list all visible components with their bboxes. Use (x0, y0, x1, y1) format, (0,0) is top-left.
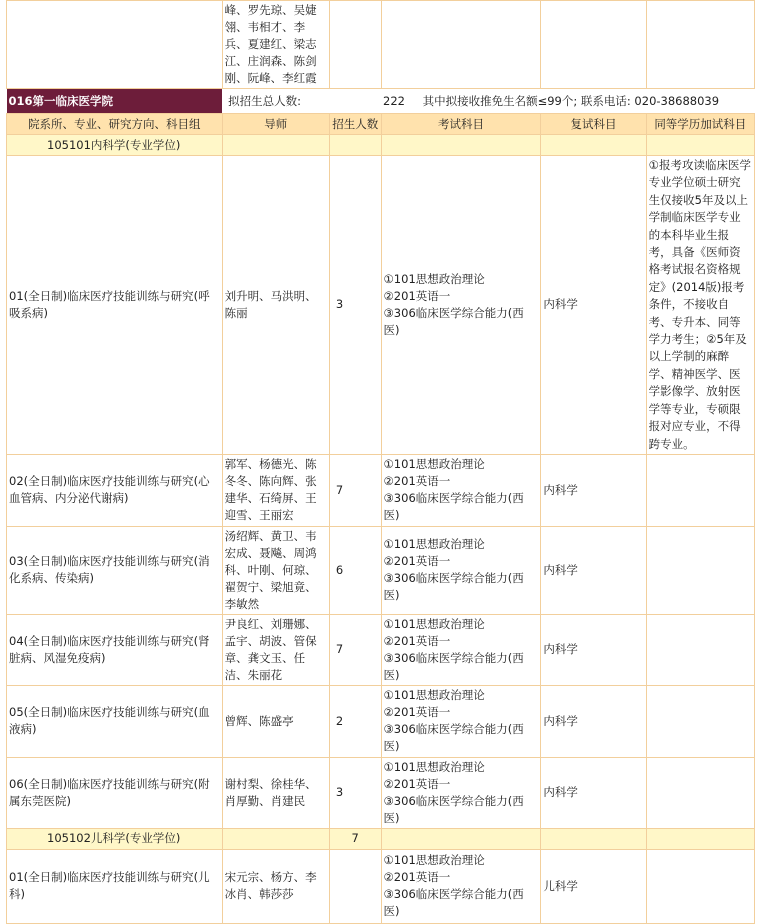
exam-line: ②201英语一 (383, 870, 451, 885)
retest-cell: 内科学 (541, 454, 646, 526)
exam-cell (381, 849, 541, 923)
count-cell: 7 (329, 454, 381, 526)
extra-cell (646, 454, 754, 526)
exam-line: ③306临床医学综合能力(西医) (383, 793, 524, 825)
admission-table (6, 0, 755, 924)
major-title: 105102儿科学(专业学位) (7, 828, 223, 849)
exam-line: ①101思想政治理论 (383, 537, 485, 552)
major-count (329, 135, 381, 156)
exam-line: ②201英语一 (383, 288, 451, 303)
retest-cell: 内科学 (541, 614, 646, 685)
empty-cell (222, 135, 329, 156)
major-title: 105101内科学(专业学位) (7, 135, 223, 156)
advisors-cell: 刘升明、马洪明、陈丽 (222, 156, 329, 455)
header-cell: 考试科目 (381, 114, 541, 135)
header-cell: 院系所、专业、研究方向、科目组 (7, 114, 223, 135)
exam-line: ③306临床医学综合能力(西医) (383, 571, 524, 603)
exam-cell (381, 1, 541, 89)
exam-line: ②201英语一 (383, 474, 451, 489)
exam-line: ②201英语一 (383, 705, 451, 720)
major-row (7, 135, 755, 156)
exam-line: ③306临床医学综合能力(西医) (383, 650, 524, 682)
advisors-cell: 峰、罗先琼、吴婕翎、韦相才、李兵、夏建红、梁志江、庄润森、陈剑刚、阮峰、李红霞 (222, 1, 329, 89)
exam-line: ②201英语一 (383, 776, 451, 791)
count-cell: 3 (329, 757, 381, 828)
exam-line: ②201英语一 (383, 633, 451, 648)
direction-cell: 04(全日制)临床医疗技能训练与研究(肾脏病、风湿免疫病) (7, 614, 223, 685)
extra-cell (646, 849, 754, 923)
extra-cell (646, 526, 754, 614)
extra-cell (646, 614, 754, 685)
retest-cell: 内科学 (541, 685, 646, 757)
exam-cell (381, 685, 541, 757)
count-cell: 7 (329, 614, 381, 685)
direction-cell: 01(全日制)临床医疗技能训练与研究(儿科) (7, 849, 223, 923)
header-cell: 同等学历加试科目 (646, 114, 754, 135)
major-row (7, 828, 755, 849)
advisors-cell: 曾辉、陈盛亭 (222, 685, 329, 757)
spacer-cell (329, 89, 381, 114)
count-cell (329, 849, 381, 923)
direction-cell: 01(全日制)临床医疗技能训练与研究(呼吸系病) (7, 156, 223, 455)
exam-line: ①101思想政治理论 (383, 853, 485, 868)
exam-cell (381, 757, 541, 828)
exam-line: ①101思想政治理论 (383, 457, 485, 472)
college-name: 016第一临床医学院 (7, 89, 223, 114)
retest-cell: 内科学 (541, 526, 646, 614)
extra-cell: ①报考攻读临床医学专业学位硕士研究生仅接收5年及以上学制临床医学专业的本科毕业生报考，具备《医师资格考试报名资格规定》(2014版)报考条件，不接收自考、专升本、同等学力考生；②5年及以上学制的麻醉学、精神医学、医学影像学、放射医学等专业，专硕限报对应专业，不得跨专业。 (646, 156, 754, 455)
college-summary (381, 89, 755, 114)
college-row (7, 89, 755, 114)
exam-line: ①101思想政治理论 (383, 688, 485, 703)
header-cell: 复试科目 (541, 114, 646, 135)
college-note: 其中拟接收推免生名额≤99个; 联系电话: 020-38688039 (422, 93, 720, 108)
exam-line: ①101思想政治理论 (383, 271, 485, 286)
table-row (7, 614, 755, 685)
retest-cell (541, 1, 646, 89)
table-row (7, 685, 755, 757)
direction-cell: 06(全日制)临床医疗技能训练与研究(附属东莞医院) (7, 757, 223, 828)
empty-cell (381, 135, 541, 156)
advisors-cell: 汤绍辉、黄卫、韦宏成、聂飚、周鸿科、叶刚、何琼、翟贺宁、梁旭竟、李敏然 (222, 526, 329, 614)
direction-cell: 05(全日制)临床医疗技能训练与研究(血液病) (7, 685, 223, 757)
retest-cell: 儿科学 (541, 849, 646, 923)
table-header (7, 114, 755, 135)
empty-cell (646, 135, 754, 156)
count-cell: 3 (329, 156, 381, 455)
exam-line: ②201英语一 (383, 554, 451, 569)
table-row (7, 526, 755, 614)
extra-cell (646, 1, 754, 89)
table-row (7, 849, 755, 923)
exam-line: ①101思想政治理论 (383, 616, 485, 631)
exam-line: ③306临床医学综合能力(西医) (383, 491, 524, 523)
exam-line: ①101思想政治理论 (383, 759, 485, 774)
exam-cell (381, 614, 541, 685)
exam-line: ③306临床医学综合能力(西医) (383, 887, 524, 919)
table-row (7, 757, 755, 828)
table-row (7, 454, 755, 526)
extra-cell (646, 757, 754, 828)
count-cell: 2 (329, 685, 381, 757)
empty-cell (381, 828, 541, 849)
header-cell: 导师 (222, 114, 329, 135)
header-cell: 招生人数 (329, 114, 381, 135)
count-cell (329, 1, 381, 89)
advisors-cell: 谢村梨、徐桂华、肖厚勤、肖建民 (222, 757, 329, 828)
retest-cell: 内科学 (541, 757, 646, 828)
exam-line: ③306临床医学综合能力(西医) (383, 305, 524, 337)
exam-cell (381, 526, 541, 614)
table-row (7, 1, 755, 89)
direction-cell: 03(全日制)临床医疗技能训练与研究(消化系病、传染病) (7, 526, 223, 614)
empty-cell (646, 828, 754, 849)
extra-cell (646, 685, 754, 757)
direction-cell: 02(全日制)临床医疗技能训练与研究(心血管病、内分泌代谢病) (7, 454, 223, 526)
table-row (7, 156, 755, 455)
advisors-cell: 宋元宗、杨方、李冰肖、韩莎莎 (222, 849, 329, 923)
major-count: 7 (329, 828, 381, 849)
retest-cell: 内科学 (541, 156, 646, 455)
empty-cell (222, 828, 329, 849)
count-cell: 6 (329, 526, 381, 614)
exam-cell (381, 454, 541, 526)
advisors-cell: 尹良红、刘珊娜、孟宇、胡波、管保章、龚文玉、任洁、朱丽花 (222, 614, 329, 685)
total-value: 222 (383, 93, 405, 108)
advisors-cell: 郭军、杨德光、陈冬冬、陈向辉、张建华、石绮屏、王迎雪、王丽宏 (222, 454, 329, 526)
direction-cell (7, 1, 223, 89)
exam-line: ③306临床医学综合能力(西医) (383, 722, 524, 754)
exam-cell (381, 156, 541, 455)
empty-cell (541, 135, 646, 156)
empty-cell (541, 828, 646, 849)
total-label: 拟招生总人数: (222, 89, 329, 114)
